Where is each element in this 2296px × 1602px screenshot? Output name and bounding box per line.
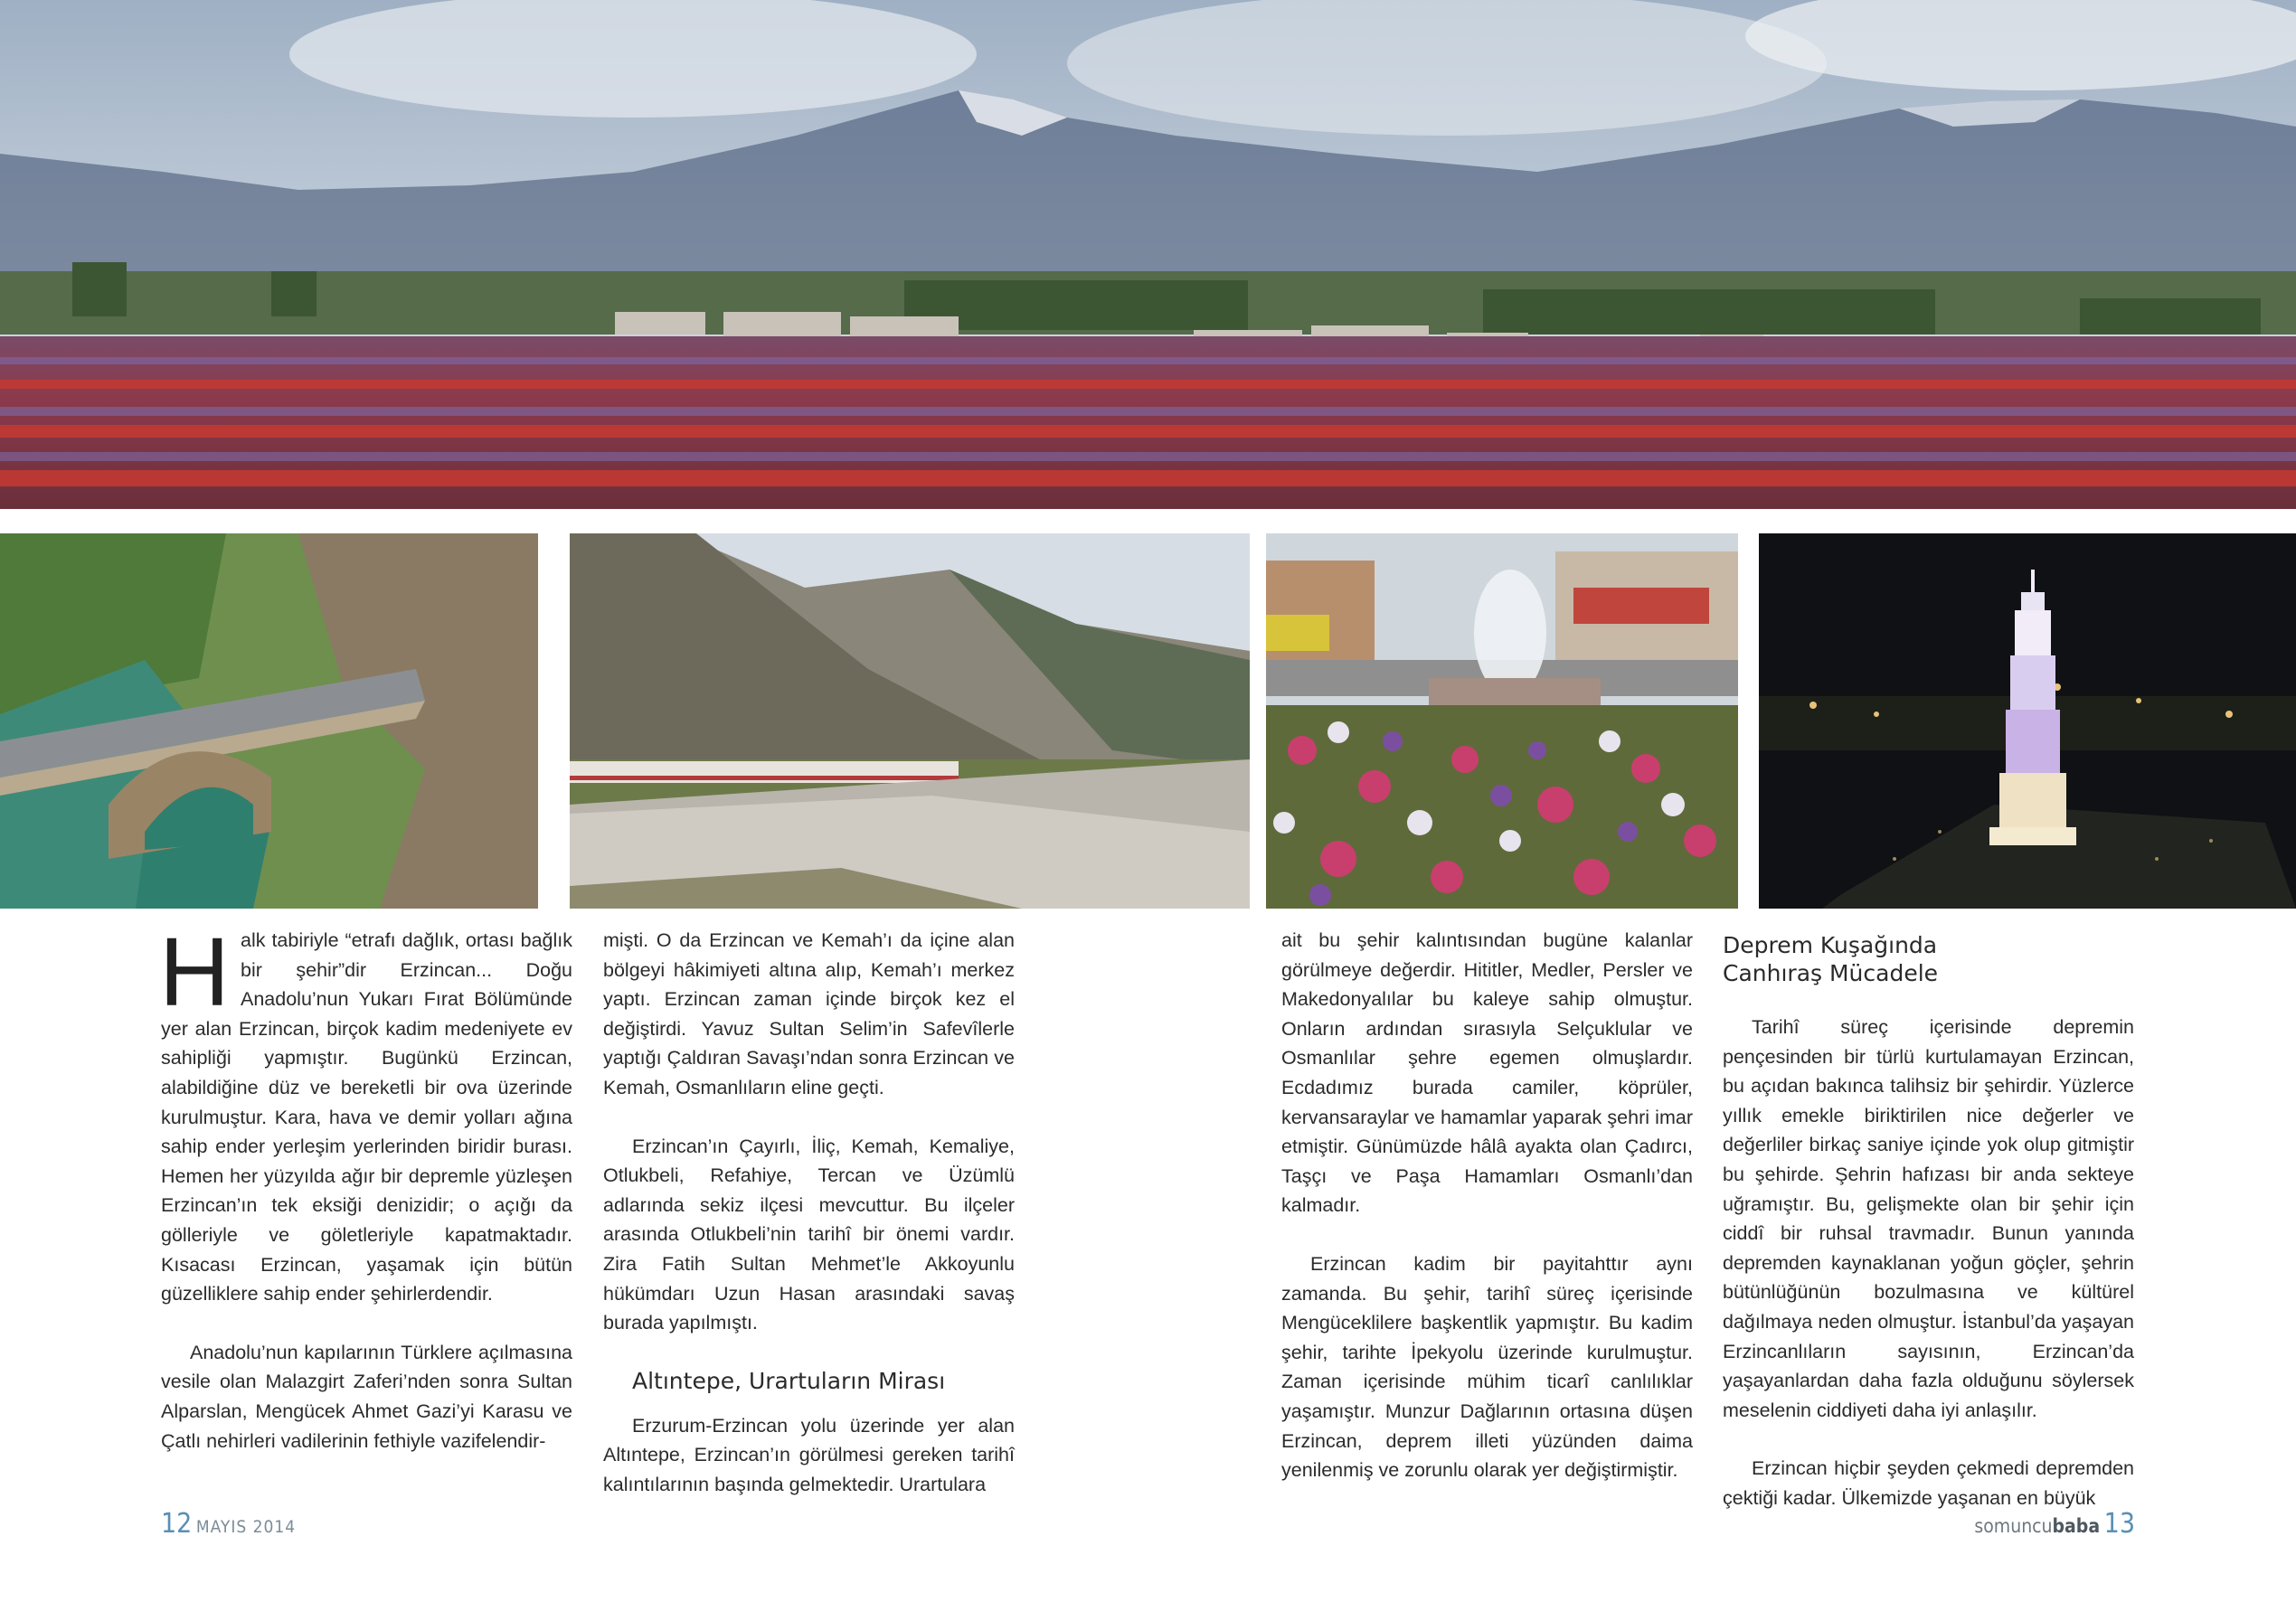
paragraph: Tarihî süreç içerisinde depremin pençesinden bir türlü kurtulamayan Erzincan, bu açıdan bakınca talihsiz bir şehirdir. Yüzlerce yıllık emekle biriktirilen nice değerler ve değerliler birkaç saniye içinde yok olup gitmiştir bu şehirde. Şehrin hafızası bir anda sekteye uğramıştır. Bu, gelişmekte olan bir şehir için ciddî bir ruhsal travmadır. Bunun yanında depremden kaynaklanan yoğun göçler, şehrin bütünlüğünün bozulmasına ve kültürel dağılmaya neden olmuştur. İstanbul’da yaşayan Erzincanlıların sayısının, Erzincan’da yaşayanlardan daha fazla olduğunu söylersek meselenin ciddiyeti daha iyi anlaşılır. (1723, 1016, 2134, 1421)
bridge-photo (0, 533, 538, 909)
section-heading: Altıntepe, Urartuların Mirası (632, 1367, 946, 1394)
paragraph: mişti. O da Erzincan ve Kemah’ı da içine alan bölgeyi hâkimiyeti altına alıp, Kemah’ı merkez yaptı. Erzincan zaman içinde birçok kez el değiştirdi. Yavuz Sultan Selim’in Safevîlerle yaptığı Çaldıran Savaşı’ndan sonra Erzincan ve Kemah, Osmanlıların eline geçti. (603, 929, 1015, 1098)
article-column-1 (159, 917, 572, 1484)
clock-tower-photo (1759, 533, 2296, 909)
article-column-4 (1723, 926, 2134, 1542)
paragraph: Erzurum-Erzincan yolu üzerinde yer alan Altıntepe, Erzincan’ın görülmesi gereken tarihî kalıntılarının başında gelmektedir. Urartulara (603, 1414, 1015, 1495)
section-heading (1723, 931, 2134, 987)
heading-line: Canhıraş Mücadele (1723, 960, 1939, 986)
page-number: 12 (161, 1508, 193, 1540)
train-photo (570, 533, 1250, 909)
page-number: 13 (2103, 1508, 2135, 1540)
article-column-3 (1281, 926, 1693, 1514)
drop-cap: H (159, 917, 230, 1026)
left-folio (161, 1508, 296, 1544)
paragraph: Erzincan hiçbir şeyden çekmedi depremden çektiği kadar. Ülkemizde yaşanan en büyük (1723, 1457, 2134, 1509)
right-folio (1974, 1508, 2135, 1544)
paragraph (159, 917, 572, 1309)
paragraph: ait bu şehir kalıntısından bugüne kalanlar görülmeye değerdir. Hititler, Medler, Persler ve Makedonyalılar bu kaleye sahip olmuştur. Onların ardından sırasıyla Selçuklular ve Osmanlılar şehre egemen olmuşlardır. Ecdadımız burada camiler, köprüler, kervansaraylar ve hamamlar yaparak şehri imar etmiştir. Günümüzde hâlâ ayakta olan Çadırcı, Taşçı ve Paşa Hamamları Osmanlı’dan kalmadır. (1281, 929, 1693, 1217)
issue-date: MAYIS 2014 (195, 1517, 297, 1537)
magazine-name-bold: baba (2052, 1515, 2101, 1537)
magazine-name (1974, 1515, 2100, 1537)
fountain-photo (1266, 533, 1738, 909)
paragraph: Erzincan’ın Çayırlı, İliç, Kemah, Kemaliye, Otlukbeli, Refahiye, Tercan ve Üzümlü adlarında sekiz ilçesi mevcuttur. Bu ilçeler arasında Otlukbeli’nin tarihî bir önemi vardır. Zira Fatih Sultan Mehmet’le Akkoyunlu hükümdarı Uzun Hasan arasındaki savaş burada yapılmıştı. (603, 1135, 1015, 1334)
paragraph-text: alk tabiriyle “etrafı dağlık, ortası bağlık bir şehir”dir Erzincan... Doğu Anadolu’nun Yukarı Fırat Bölümünde yer alan Erzincan, birçok kadim medeniyete ev sahipliği yapmıştır. Bugünkü Erzincan, alabildiğine düz ve bereketli bir ova üzerinde kurulmuştur. Kara, hava ve demir yolları ağına sahip ender yerleşim yerlerinden biridir burası. Hemen her yüzyılda ağır bir depremle yüzleşen Erzincan’ın tek eksiği denizidir; o açığı da göllеriyle ve göletleriyle kapatmaktadır. Kısacası Erzincan, yaşamak için bütün güzelliklere sahip ender şehirlerdendir. (161, 929, 572, 1305)
panorama-photo (0, 0, 2296, 509)
heading-line: Deprem Kuşağında (1723, 932, 1938, 958)
paragraph: Erzincan kadim bir payitahttır aynı zamanda. Bu şehir, tarihî süreç içerisinde Mengüceklilere başkentlik yapmıştır. Bu kadim şehir, tarihte İpekyolu üzerinde kurulmuştur. Zaman içerisinde mühim ticarî canlılıklar yaşamıştır. Munzur Dağlarının ortasına düşen Erzincan, deprem illeti yüzünden daima yenilenmiş ve zorunlu olarak yer değiştirmiştir. (1281, 1252, 1693, 1482)
magazine-name-light: somuncu (1974, 1515, 2053, 1537)
article-column-2 (603, 926, 1015, 1529)
paragraph: Anadolu’nun kapılarının Türklere açılmasına vesile olan Malazgirt Zaferi’nden sonra Sultan Alparslan, Mengücek Ahmet Gazi’yi Karasu ve Çatlı nehirleri vadilerinin fethiyle vazifelendir- (161, 1341, 572, 1452)
